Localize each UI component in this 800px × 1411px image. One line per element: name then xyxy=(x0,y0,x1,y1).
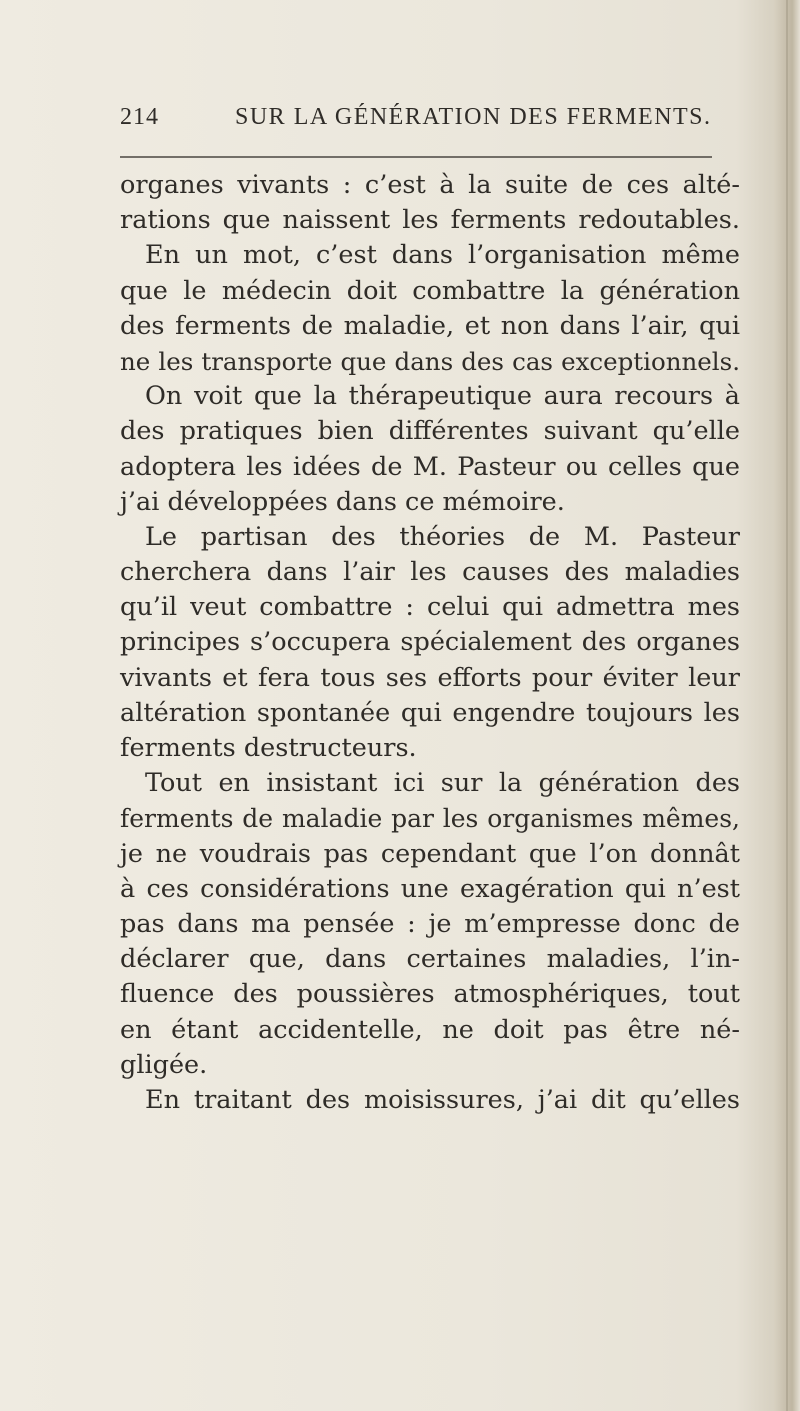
running-title: SUR LA GÉNÉRATION DES FERMENTS. xyxy=(235,104,712,130)
body-text xyxy=(120,168,740,1118)
text-line: à ces considérations une exagération qui n’est xyxy=(120,873,740,904)
text-line: déclarer que, dans certaines maladies, l’in- xyxy=(120,944,740,975)
text-line: ferments destructeurs. xyxy=(120,733,417,763)
text-line: vivants et fera tous ses efforts pour éviter leur xyxy=(120,662,740,693)
text-line: Tout en insistant ici sur la génération des xyxy=(145,768,740,799)
text-line: en étant accidentelle, ne doit pas être né- xyxy=(120,1014,740,1045)
text-line: pas dans ma pensée : je m’empresse donc de xyxy=(120,908,740,939)
text-line: gligée. xyxy=(120,1049,208,1080)
spine-shadow-line xyxy=(786,0,788,1411)
text-line: organes vivants : c’est à la suite de ces alté- xyxy=(120,170,740,200)
header-rule xyxy=(120,156,712,158)
text-line: des ferments de maladie, et non dans l’air, qui xyxy=(120,310,740,341)
text-line: rations que naissent les ferments redoutables. xyxy=(120,205,740,236)
text-line: fluence des poussières atmosphériques, tout xyxy=(120,979,740,1010)
text-line: j’ai développées dans ce mémoire. xyxy=(120,486,565,517)
text-line: ferments de maladie par les organismes mêmes, xyxy=(120,804,740,834)
text-line: principes s’occupera spécialement des organes xyxy=(120,627,740,658)
text-line: En traitant des moisissures, j’ai dit qu’elles xyxy=(145,1084,740,1115)
text-line: des pratiques bien différentes suivant qu’elle xyxy=(120,416,740,447)
text-line: Le partisan des théories de M. Pasteur xyxy=(145,521,740,552)
text-line: cherchera dans l’air les causes des maladies xyxy=(120,557,740,588)
page-number: 214 xyxy=(120,104,159,130)
text-line: ne les transporte que dans des cas exceptionnels. xyxy=(120,346,740,376)
text-line: qu’il veut combattre : celui qui admettra mes xyxy=(120,592,740,623)
text-line: altération spontanée qui engendre toujours les xyxy=(120,697,740,728)
text-line: que le médecin doit combattre la génération xyxy=(120,275,740,306)
text-line: je ne voudrais pas cependant que l’on donnât xyxy=(120,838,740,869)
text-line: En un mot, c’est dans l’organisation même xyxy=(145,240,740,271)
text-line: adoptera les idées de M. Pasteur ou celles que xyxy=(120,451,740,482)
text-line: On voit que la thérapeutique aura recours à xyxy=(145,381,740,412)
page-header xyxy=(120,104,740,144)
